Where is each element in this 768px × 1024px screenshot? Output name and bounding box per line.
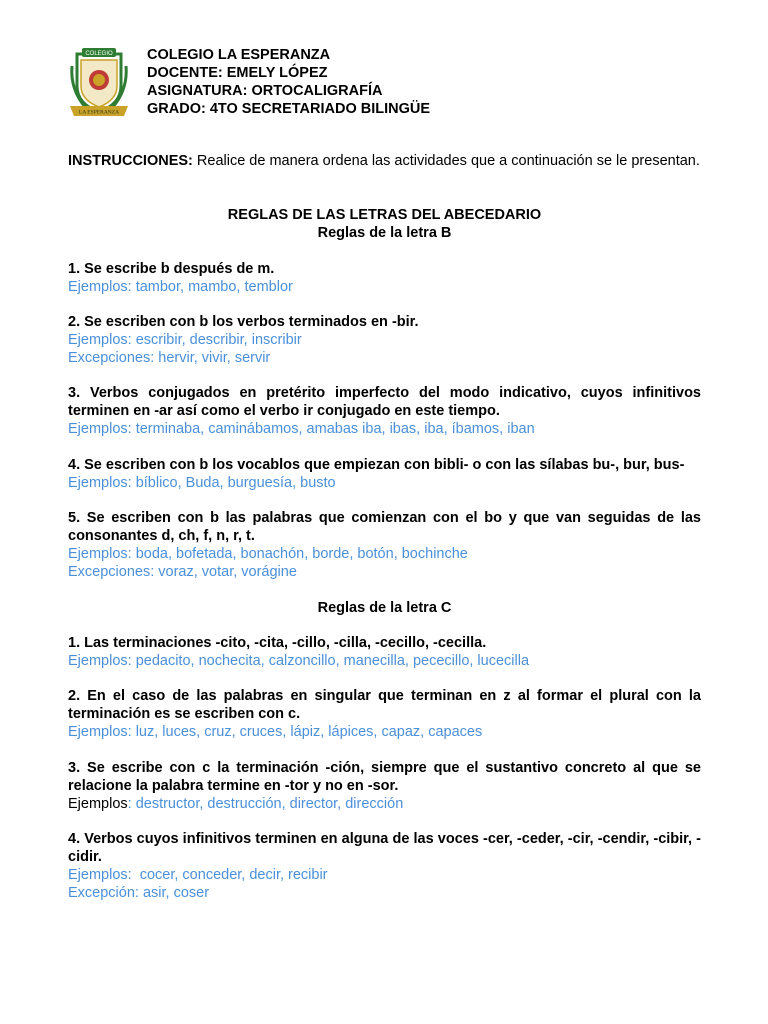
rule-exception: Excepciones: voraz, votar, vorágine <box>68 564 297 580</box>
rule-exception: Excepciones: hervir, vivir, servir <box>68 350 271 366</box>
grade-name: GRADO: 4TO SECRETARIADO BILINGÜE <box>147 101 431 117</box>
rule-example: Ejemplos: pedacito, nochecita, calzoncillo, manecilla, pececillo, lucecilla <box>68 653 530 669</box>
school-crest-logo <box>68 46 130 118</box>
instructions-label: INSTRUCCIONES: <box>68 153 193 169</box>
rule-title: 4. Se escriben con b los vocablos que empiezan con bibli- o con las sílabas bu-, bur, bus- <box>68 457 685 473</box>
example-values: : destructor, destrucción, director, dirección <box>127 796 404 812</box>
rule-c-3 <box>68 759 701 813</box>
rule-b-2 <box>68 313 701 367</box>
rule-example: Ejemplos: cocer, conceder, decir, recibir <box>68 867 328 883</box>
rule-title: 4. Verbos cuyos infinitivos terminen en alguna de las voces -cer, -ceder, -cir, -cendir, -cibir, -cidir. <box>68 831 701 865</box>
school-name: COLEGIO LA ESPERANZA <box>147 47 331 63</box>
rule-title: 3. Se escribe con c la terminación -ción, siempre que el sustantivo concreto al que se relacione la palabra termine en -tor y no en -sor. <box>68 760 701 794</box>
rule-c-1 <box>68 634 701 670</box>
rule-example: Ejemplos: bíblico, Buda, burguesía, busto <box>68 475 336 491</box>
rule-example: Ejemplos: tambor, mambo, temblor <box>68 279 293 295</box>
instructions <box>68 152 701 170</box>
rule-title: 2. En el caso de las palabras en singular que terminan en z al formar el plural con la terminación es se escriben con c. <box>68 688 701 722</box>
rule-b-1 <box>68 260 701 296</box>
rule-example: Ejemplos: escribir, describir, inscribir <box>68 332 302 348</box>
rule-b-4 <box>68 456 701 492</box>
rule-title: 1. Se escribe b después de m. <box>68 261 275 277</box>
titles-block <box>68 206 701 242</box>
rule-title: 5. Se escriben con b las palabras que comienzan con el bo y que van seguidas de las consonantes d, ch, f, n, r, t. <box>68 510 701 544</box>
rule-exception: Excepción: asir, coser <box>68 885 210 901</box>
svg-text:COLEGIO: COLEGIO <box>85 51 113 57</box>
section-c-title: Reglas de la letra C <box>317 600 452 616</box>
svg-text:LA ESPERANZA: LA ESPERANZA <box>78 109 120 116</box>
document-header <box>68 44 701 120</box>
section-b-title: Reglas de la letra B <box>317 225 452 241</box>
subject-name: ASIGNATURA: ORTOCALIGRAFÍA <box>147 83 383 99</box>
rule-c-4 <box>68 830 701 902</box>
rule-example: Ejemplos: luz, luces, cruz, cruces, lápiz, lápices, capaz, capaces <box>68 724 483 740</box>
example-label: Ejemplos <box>68 796 128 812</box>
rule-b-3 <box>68 384 701 438</box>
teacher-name: DOCENTE: EMELY LÓPEZ <box>147 65 328 81</box>
rule-title: 2. Se escriben con b los verbos terminados en -bir. <box>68 314 419 330</box>
rule-b-5 <box>68 509 701 581</box>
section-c-heading <box>68 599 701 617</box>
main-title: REGLAS DE LAS LETRAS DEL ABECEDARIO <box>227 207 542 223</box>
rule-example: Ejemplos: terminaba, caminábamos, amabas iba, ibas, iba, íbamos, iban <box>68 421 535 437</box>
instructions-text: Realice de manera ordena las actividades que a continuación se le presentan. <box>192 153 700 169</box>
rule-example <box>68 795 701 813</box>
rule-title: 1. Las terminaciones -cito, -cita, -cillo, -cilla, -cecillo, -cecilla. <box>68 635 487 651</box>
school-info <box>147 46 430 118</box>
rule-example: Ejemplos: boda, bofetada, bonachón, borde, botón, bochinche <box>68 546 468 562</box>
rule-title: 3. Verbos conjugados en pretérito imperfecto del modo indicativo, cuyos infinitivos terminen en -ar así como el verbo ir conjugado en este tiempo. <box>68 385 701 419</box>
rule-c-2 <box>68 687 701 741</box>
